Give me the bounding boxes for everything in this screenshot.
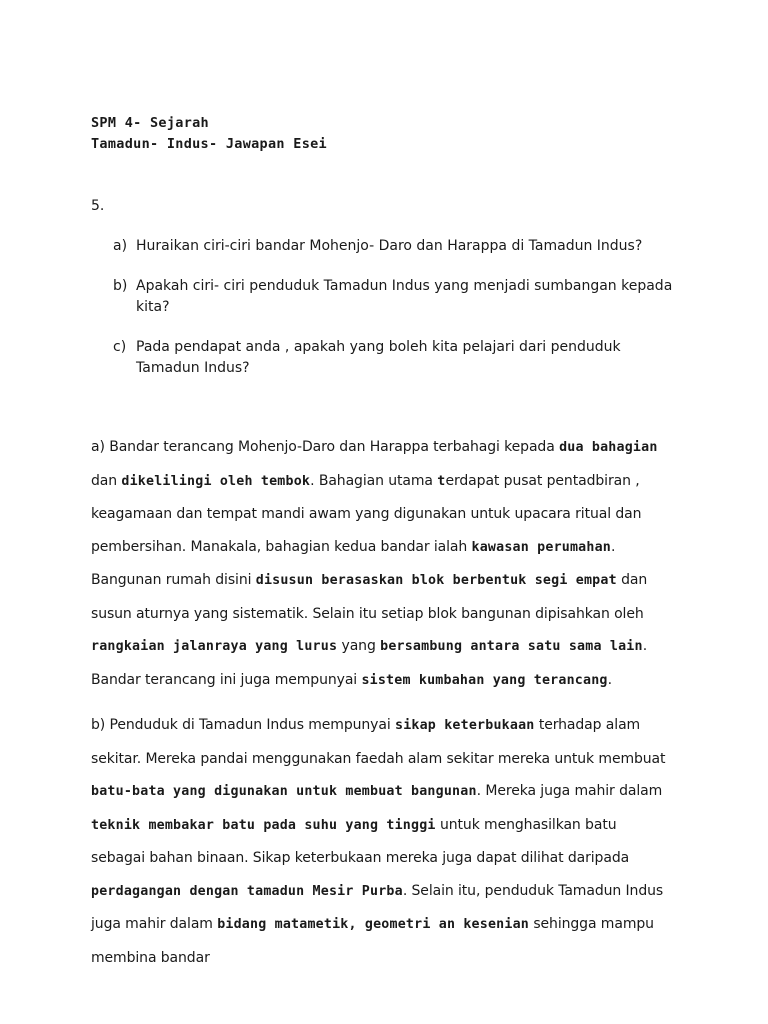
answer-keyword: perdagangan dengan tamadun Mesir Purba — [91, 883, 403, 899]
answer-text: . Bangunan rumah disini — [91, 538, 616, 588]
document-title: SPM 4- Sejarah — [91, 115, 209, 131]
answer-paragraph-b — [91, 709, 671, 974]
answer-text: yang — [337, 638, 381, 654]
answer-keyword: dua bahagian — [559, 440, 658, 455]
question-text: Huraikan ciri-ciri bandar Mohenjo- Daro dan Harappa di Tamadun Indus? — [136, 238, 643, 254]
answer-text: erdapat pusat pentadbiran , keagamaan dan tempat mandi awam yang digunakan untuk upacara ritual dan pembersihan. Manakala, bahagian kedua bandar ialah — [91, 472, 642, 555]
question-item-b — [113, 276, 673, 318]
question-item-c — [113, 337, 673, 379]
question-label: c) — [113, 339, 127, 355]
question-text: Apakah ciri- ciri penduduk Tamadun Indus yang menjadi sumbangan kepada kita? — [136, 278, 673, 315]
answer-text: b) Penduduk di Tamadun Indus mempunyai — [91, 717, 395, 733]
answer-text: dan — [91, 472, 122, 489]
answer-paragraph-a — [91, 431, 671, 697]
answer-keyword: sistem kumbahan yang terancang — [361, 672, 608, 688]
answer-keyword: rangkaian jalanraya yang lurus — [91, 639, 338, 654]
answer-text: . Bahagian utama — [310, 472, 438, 489]
question-label: b) — [113, 278, 128, 294]
answer-text: terhadap alam sekitar. Mereka pandai menggunakan faedah alam sekitar mereka untuk membuat — [91, 717, 666, 767]
answer-text: . — [607, 671, 612, 688]
answer-text: sehingga mampu membina bandar — [91, 916, 654, 966]
answer-keyword: t — [437, 473, 446, 489]
answer-keyword: dikelilingi oleh tembok — [121, 473, 311, 489]
answer-keyword: teknik membakar batu pada suhu yang tinggi — [91, 817, 436, 833]
answer-keyword: disusun berasaskan blok berbentuk segi empat — [255, 573, 617, 588]
answer-keyword: sikap keterbukaan — [394, 718, 535, 733]
question-number: 5. — [91, 198, 105, 214]
answer-text: . Selain itu, penduduk Tamadun Indus juga mahir dalam — [91, 882, 664, 932]
question-text: Pada pendapat anda , apakah yang boleh kita pelajari dari penduduk Tamadun Indus? — [136, 339, 621, 376]
answer-text: a) Bandar terancang Mohenjo-Daro dan Harappa terbahagi kepada — [91, 439, 560, 455]
answer-keyword: bersambung antara satu sama lain — [380, 639, 643, 654]
answer-text: . Mereka juga mahir dalam — [476, 783, 663, 799]
answer-text: . Bandar terancang ini juga mempunyai — [91, 638, 648, 688]
question-label: a) — [113, 238, 128, 254]
question-item-a — [113, 236, 673, 257]
answer-keyword: kawasan perumahan — [471, 539, 612, 555]
document-subtitle: Tamadun- Indus- Jawapan Esei — [91, 136, 327, 152]
answer-text: untuk menghasilkan batu sebagai bahan binaan. Sikap keterbukaan mereka juga dapat dilihat daripada — [91, 816, 630, 866]
answer-text: dan susun aturnya yang sistematik. Selain itu setiap blok bangunan dipisahkan oleh — [91, 572, 648, 622]
answer-keyword: bidang matametik, geometri an kesenian — [217, 917, 529, 932]
answer-keyword: batu-bata yang digunakan untuk membuat bangunan — [91, 784, 477, 799]
